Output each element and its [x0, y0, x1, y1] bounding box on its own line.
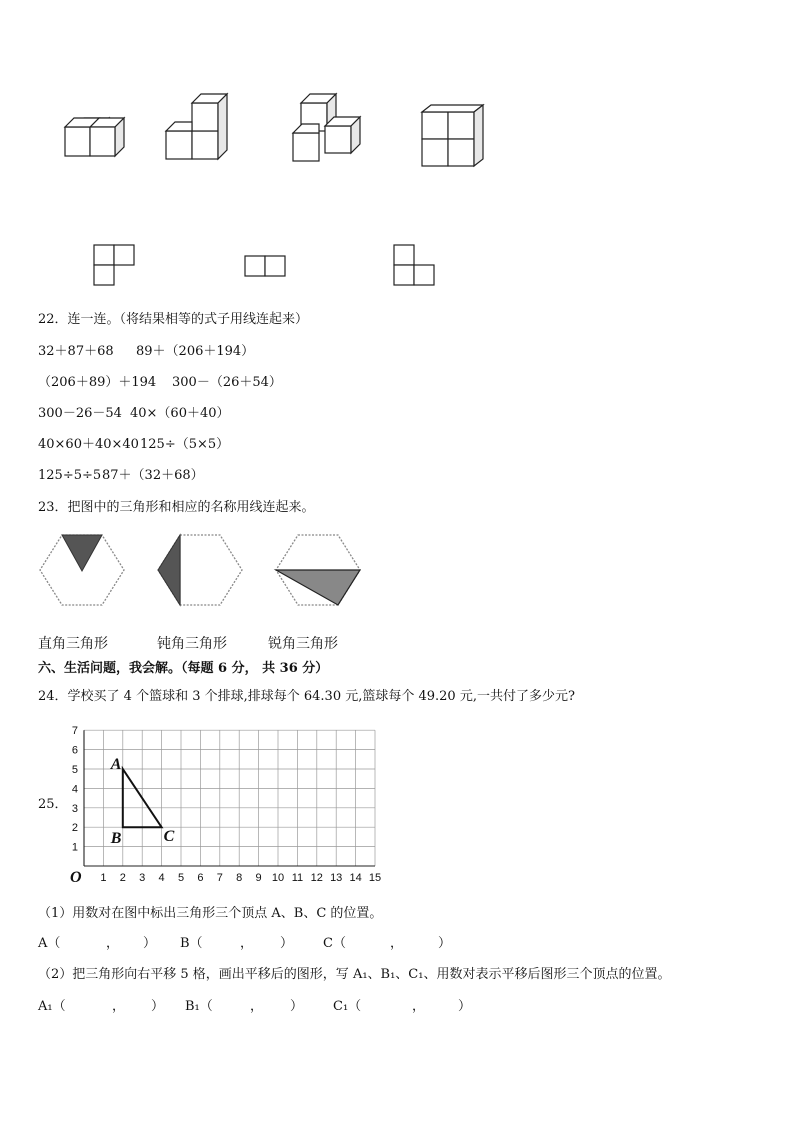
q25-part1-blank-a-open: A（ [38, 936, 61, 951]
x-tick-label: 7 [216, 872, 223, 884]
q25-part2-blank-b1-open: B₁（ [185, 999, 213, 1014]
cube-figures [0, 0, 794, 300]
q25-part2-blank-b1-close: ） [290, 999, 304, 1014]
x-tick-label: 1 [100, 872, 107, 884]
x-tick-label: 8 [236, 872, 243, 884]
view-figure-2 [245, 256, 285, 276]
x-tick-label: 11 [291, 872, 304, 884]
q25-part2-blank-c1-open: C₁（ [333, 999, 362, 1014]
q25-part2-blank-a1-comma: ， [112, 999, 126, 1014]
q25-part1-blank-a-comma: ， [106, 936, 120, 951]
y-tick-label: 4 [71, 783, 78, 796]
q25-part2-blank-a1-close: ） [151, 999, 165, 1014]
x-tick-label: 12 [310, 872, 323, 884]
q25-part1-blank-c-open: C（ [323, 936, 346, 951]
view-figure-1 [94, 245, 134, 285]
x-tick-label: 5 [177, 872, 185, 884]
y-tick-label: 3 [71, 802, 78, 815]
q25-part1-blank-b-comma: ， [240, 936, 254, 951]
point-label-c: C [163, 828, 175, 846]
y-tick-label: 7 [71, 725, 78, 738]
cube-figure-2 [166, 94, 227, 159]
q24-text: 24．学校买了 4 个篮球和 3 个排球,排球每个 64.30 元,篮球每个 49.20 元,一共付了多少元? [38, 689, 575, 704]
hexagon-2 [158, 535, 242, 605]
cube-figure-1 [65, 118, 124, 156]
view-figure-3 [394, 245, 434, 285]
q25-part2-blank-c1-close: ） [458, 999, 472, 1014]
q22-left-5: 125÷5÷5 [38, 468, 102, 483]
y-tick-label: 2 [71, 822, 78, 835]
x-tick-label: 9 [255, 872, 262, 884]
origin-label: O [70, 869, 82, 886]
y-tick-label: 6 [71, 744, 78, 757]
q22-right-2: 300－（26＋54） [172, 375, 282, 390]
q25-part2-blank-b1-comma: ， [250, 999, 264, 1014]
q22-left-4: 40×60＋40×40 [38, 437, 139, 452]
q25-part1-blank-b-close: ） [280, 936, 294, 951]
q25-part1: （1）用数对在图中标出三角形三个顶点 A、B、C 的位置。 [38, 906, 383, 921]
q22-right-3: 40×（60＋40） [130, 406, 230, 421]
cube-figure-3 [293, 94, 360, 161]
q25-number: 25． [38, 797, 68, 812]
point-label-a: A [110, 756, 122, 773]
q22-right-4: 125÷（5×5） [140, 437, 230, 452]
x-tick-label: 15 [368, 872, 382, 884]
q25-part2-blank-c1-comma: ， [412, 999, 426, 1014]
section-6-title: 六、生活问题，我会解。（每题 6 分， 共 36 分） [38, 661, 329, 676]
hexagon-3 [276, 535, 360, 605]
q25-part2-blank-a1-open: A₁（ [38, 999, 66, 1014]
q25-part1-blank-a-close: ） [143, 936, 157, 951]
triangle-name-obtuse: 钝角三角形 [157, 636, 227, 652]
cube-figure-4 [422, 105, 483, 166]
q22-left-1: 32＋87＋68 [38, 344, 114, 359]
x-tick-label: 2 [119, 872, 126, 884]
hexagon-1 [40, 535, 124, 605]
q22-right-1: 89＋（206＋194） [136, 344, 255, 359]
triangle-name-acute: 锐角三角形 [268, 636, 338, 652]
q25-part1-blank-c-comma: ， [390, 936, 404, 951]
x-tick-label: 14 [349, 872, 362, 884]
q25-part1-blank-b-open: B（ [180, 936, 203, 951]
q25-part2: （2）把三角形向右平移 5 格，画出平移后的图形，写 A₁、B₁、C₁、用数对表示平移后图形三个顶点的位置。 [38, 967, 671, 982]
q22-right-5: 87＋（32＋68） [102, 468, 204, 483]
q22-left-3: 300－26－54 [38, 406, 122, 421]
x-tick-label: 6 [197, 872, 204, 884]
x-tick-label: 10 [271, 872, 285, 884]
x-tick-label: 4 [158, 872, 165, 884]
q22-left-2: （206＋89）＋194 [38, 375, 157, 390]
q23-title: 23．把图中的三角形和相应的名称用线连起来。 [38, 500, 315, 515]
q25-part1-blank-c-close: ） [438, 936, 452, 951]
triangle-name-right: 直角三角形 [38, 636, 108, 652]
point-label-b: B [110, 830, 122, 848]
x-tick-label: 3 [139, 872, 146, 884]
coordinate-grid [60, 722, 400, 887]
hexagon-figures [0, 525, 794, 615]
x-tick-label: 13 [330, 872, 343, 884]
q22-title: 22．连一连。（将结果相等的式子用线连起来） [38, 312, 309, 327]
y-tick-label: 5 [71, 764, 78, 776]
y-tick-label: 1 [71, 841, 78, 854]
